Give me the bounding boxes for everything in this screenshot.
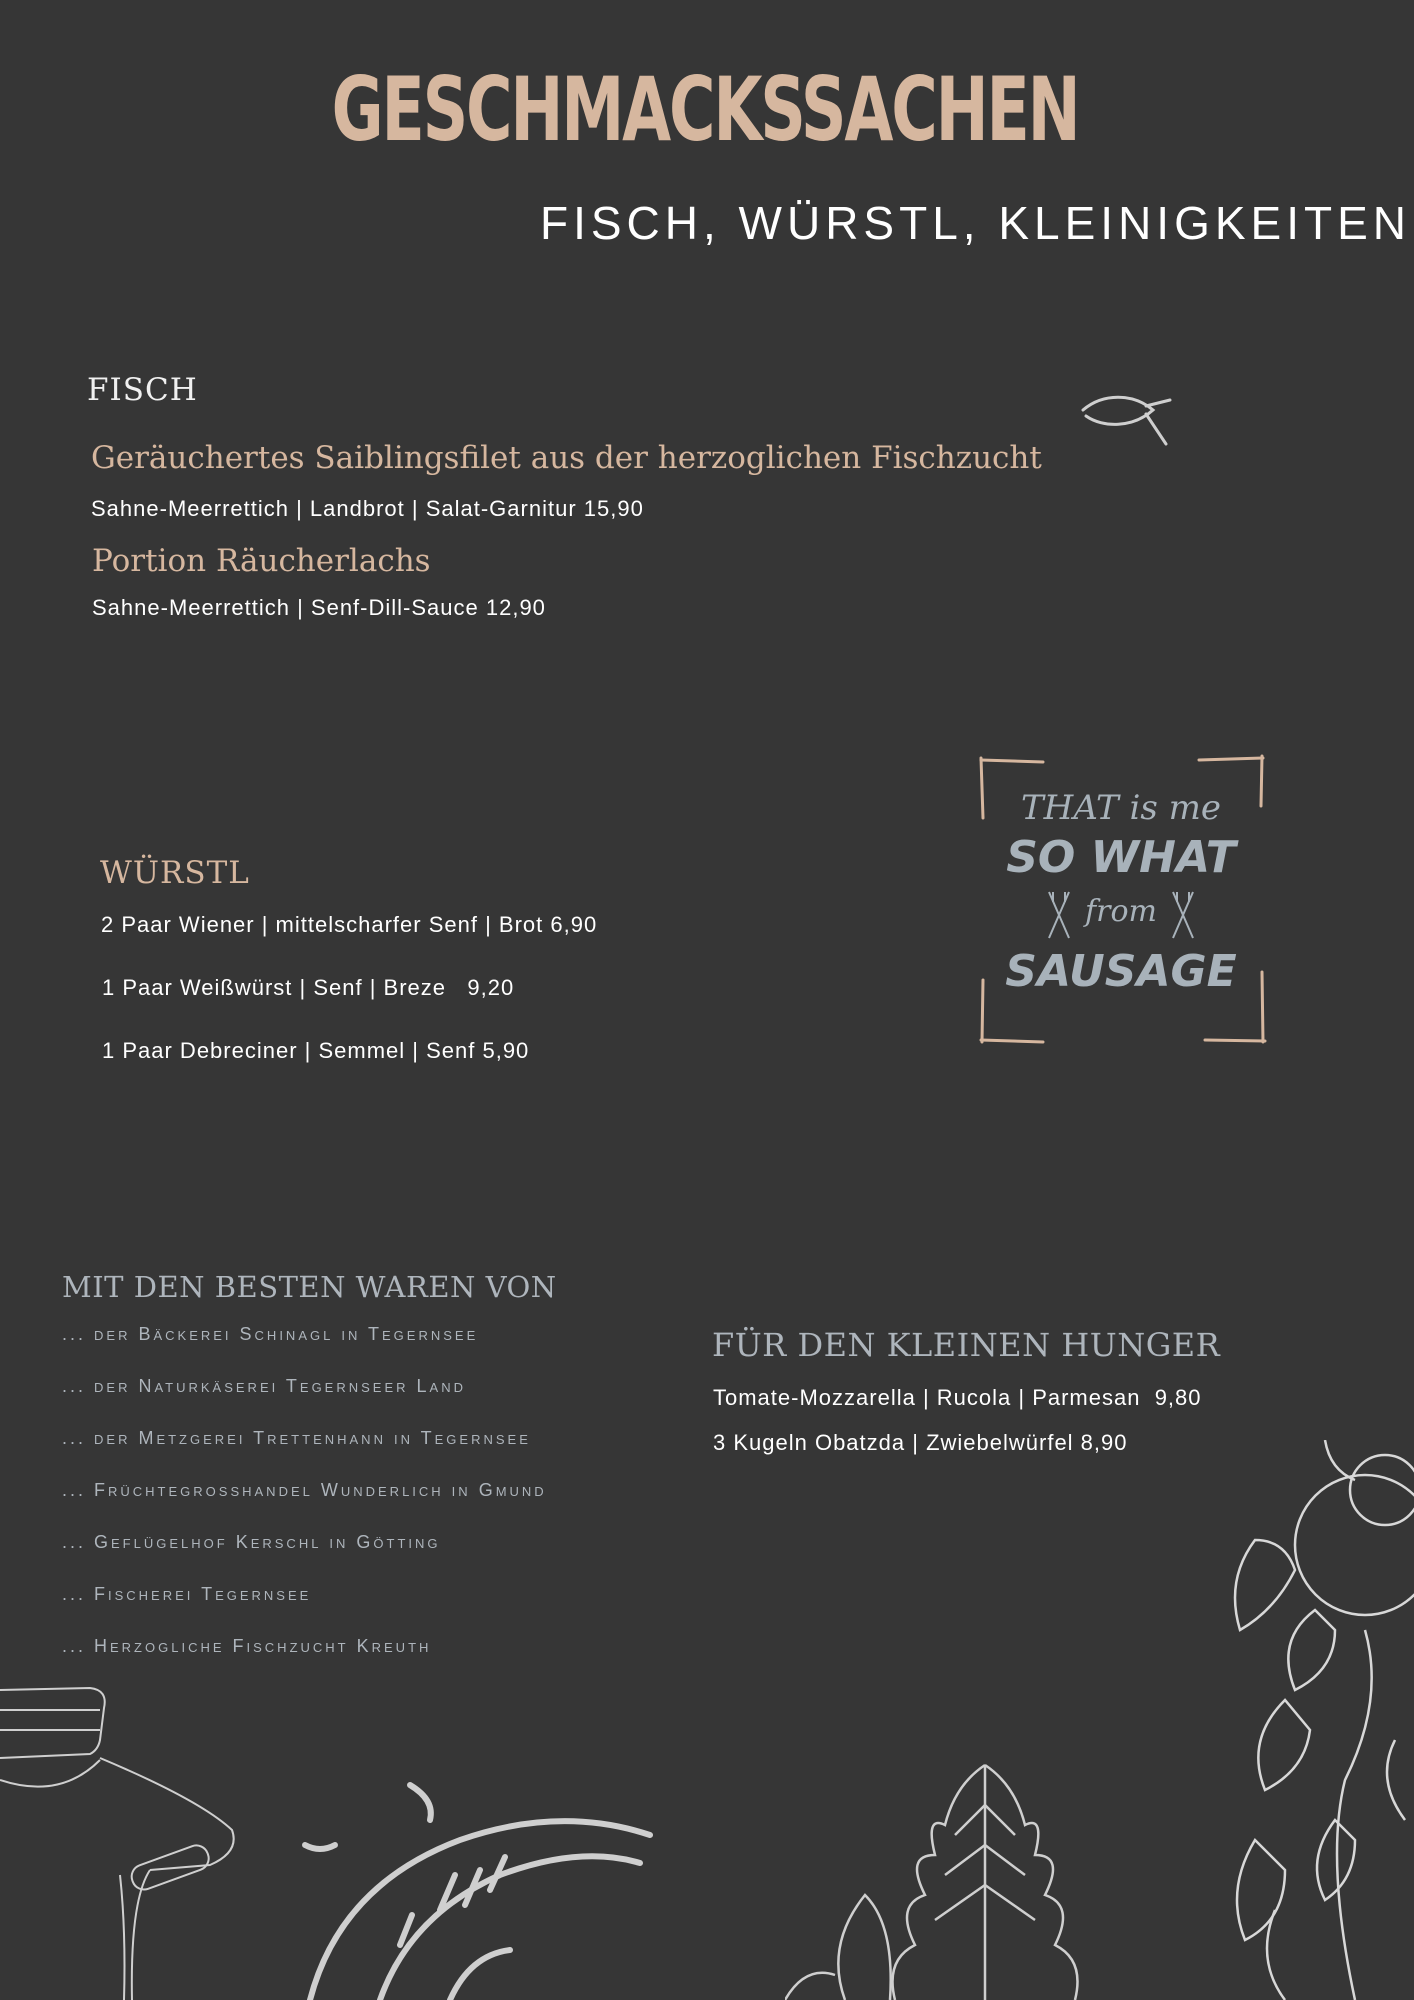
section-heading-kleiner-hunger: FÜR DEN KLEINEN HUNGER [712, 1326, 1221, 1364]
stamp-line-2: SO WHAT [1006, 832, 1236, 883]
sausage-illustration [300, 1745, 660, 2000]
fish-icon [1078, 388, 1173, 448]
supplier-item: ... der Bäckerei Schinagl in Tegernsee [62, 1324, 479, 1344]
supplier-item: ... der Naturkäserei Tegernseer Land [62, 1376, 466, 1396]
stamp-line-1: THAT is me [1021, 788, 1221, 828]
suppliers-heading: MIT DEN BESTEN WAREN VON [62, 1270, 557, 1304]
menu-item: 1 Paar Weißwürst | Senf | Breze 9,20 [102, 975, 515, 1000]
page-subtitle: FISCH, WÜRSTL, KLEINIGKEITEN [540, 197, 1411, 249]
supplier-item: ... Früchtegrosshandel Wunderlich in Gmund [62, 1480, 547, 1500]
stamp-line-4: SAUSAGE [1005, 946, 1237, 997]
menu-item: Tomate-Mozzarella | Rucola | Parmesan 9,80 [713, 1385, 1202, 1410]
jar-illustration [0, 1680, 240, 2000]
section-heading-wuerstl: WÜRSTL [100, 855, 250, 891]
supplier-item: ... Herzogliche Fischzucht Kreuth [62, 1636, 432, 1656]
tomato-illustration [1215, 1440, 1414, 2000]
dish-title: Portion Räucherlachs [92, 543, 431, 579]
dish-title: Geräuchertes Saiblingsfilet aus der herzoglichen Fischzucht [91, 440, 1042, 476]
sausage-stamp [975, 750, 1267, 1047]
dish-description: Sahne-Meerrettich | Landbrot | Salat-Garnitur 15,90 [91, 496, 644, 521]
supplier-item: ... Geflügelhof Kerschl in Götting [62, 1532, 441, 1552]
section-heading-fisch: FISCH [87, 372, 198, 408]
stamp-line-3: from [1085, 894, 1157, 929]
arugula-illustration [785, 1745, 1095, 2000]
menu-item: 1 Paar Debreciner | Semmel | Senf 5,90 [102, 1038, 530, 1063]
menu-item: 2 Paar Wiener | mittelscharfer Senf | Brot 6,90 [101, 912, 598, 937]
supplier-item: ... der Metzgerei Trettenhann in Tegernsee [62, 1428, 531, 1448]
dish-description: Sahne-Meerrettich | Senf-Dill-Sauce 12,90 [92, 595, 546, 620]
menu-item: 3 Kugeln Obatzda | Zwiebelwürfel 8,90 [713, 1430, 1128, 1455]
brand-title: GESCHMACKSSACHEN [331, 58, 1079, 161]
supplier-item: ... Fischerei Tegernsee [62, 1584, 312, 1604]
fork-icon [1169, 890, 1197, 940]
